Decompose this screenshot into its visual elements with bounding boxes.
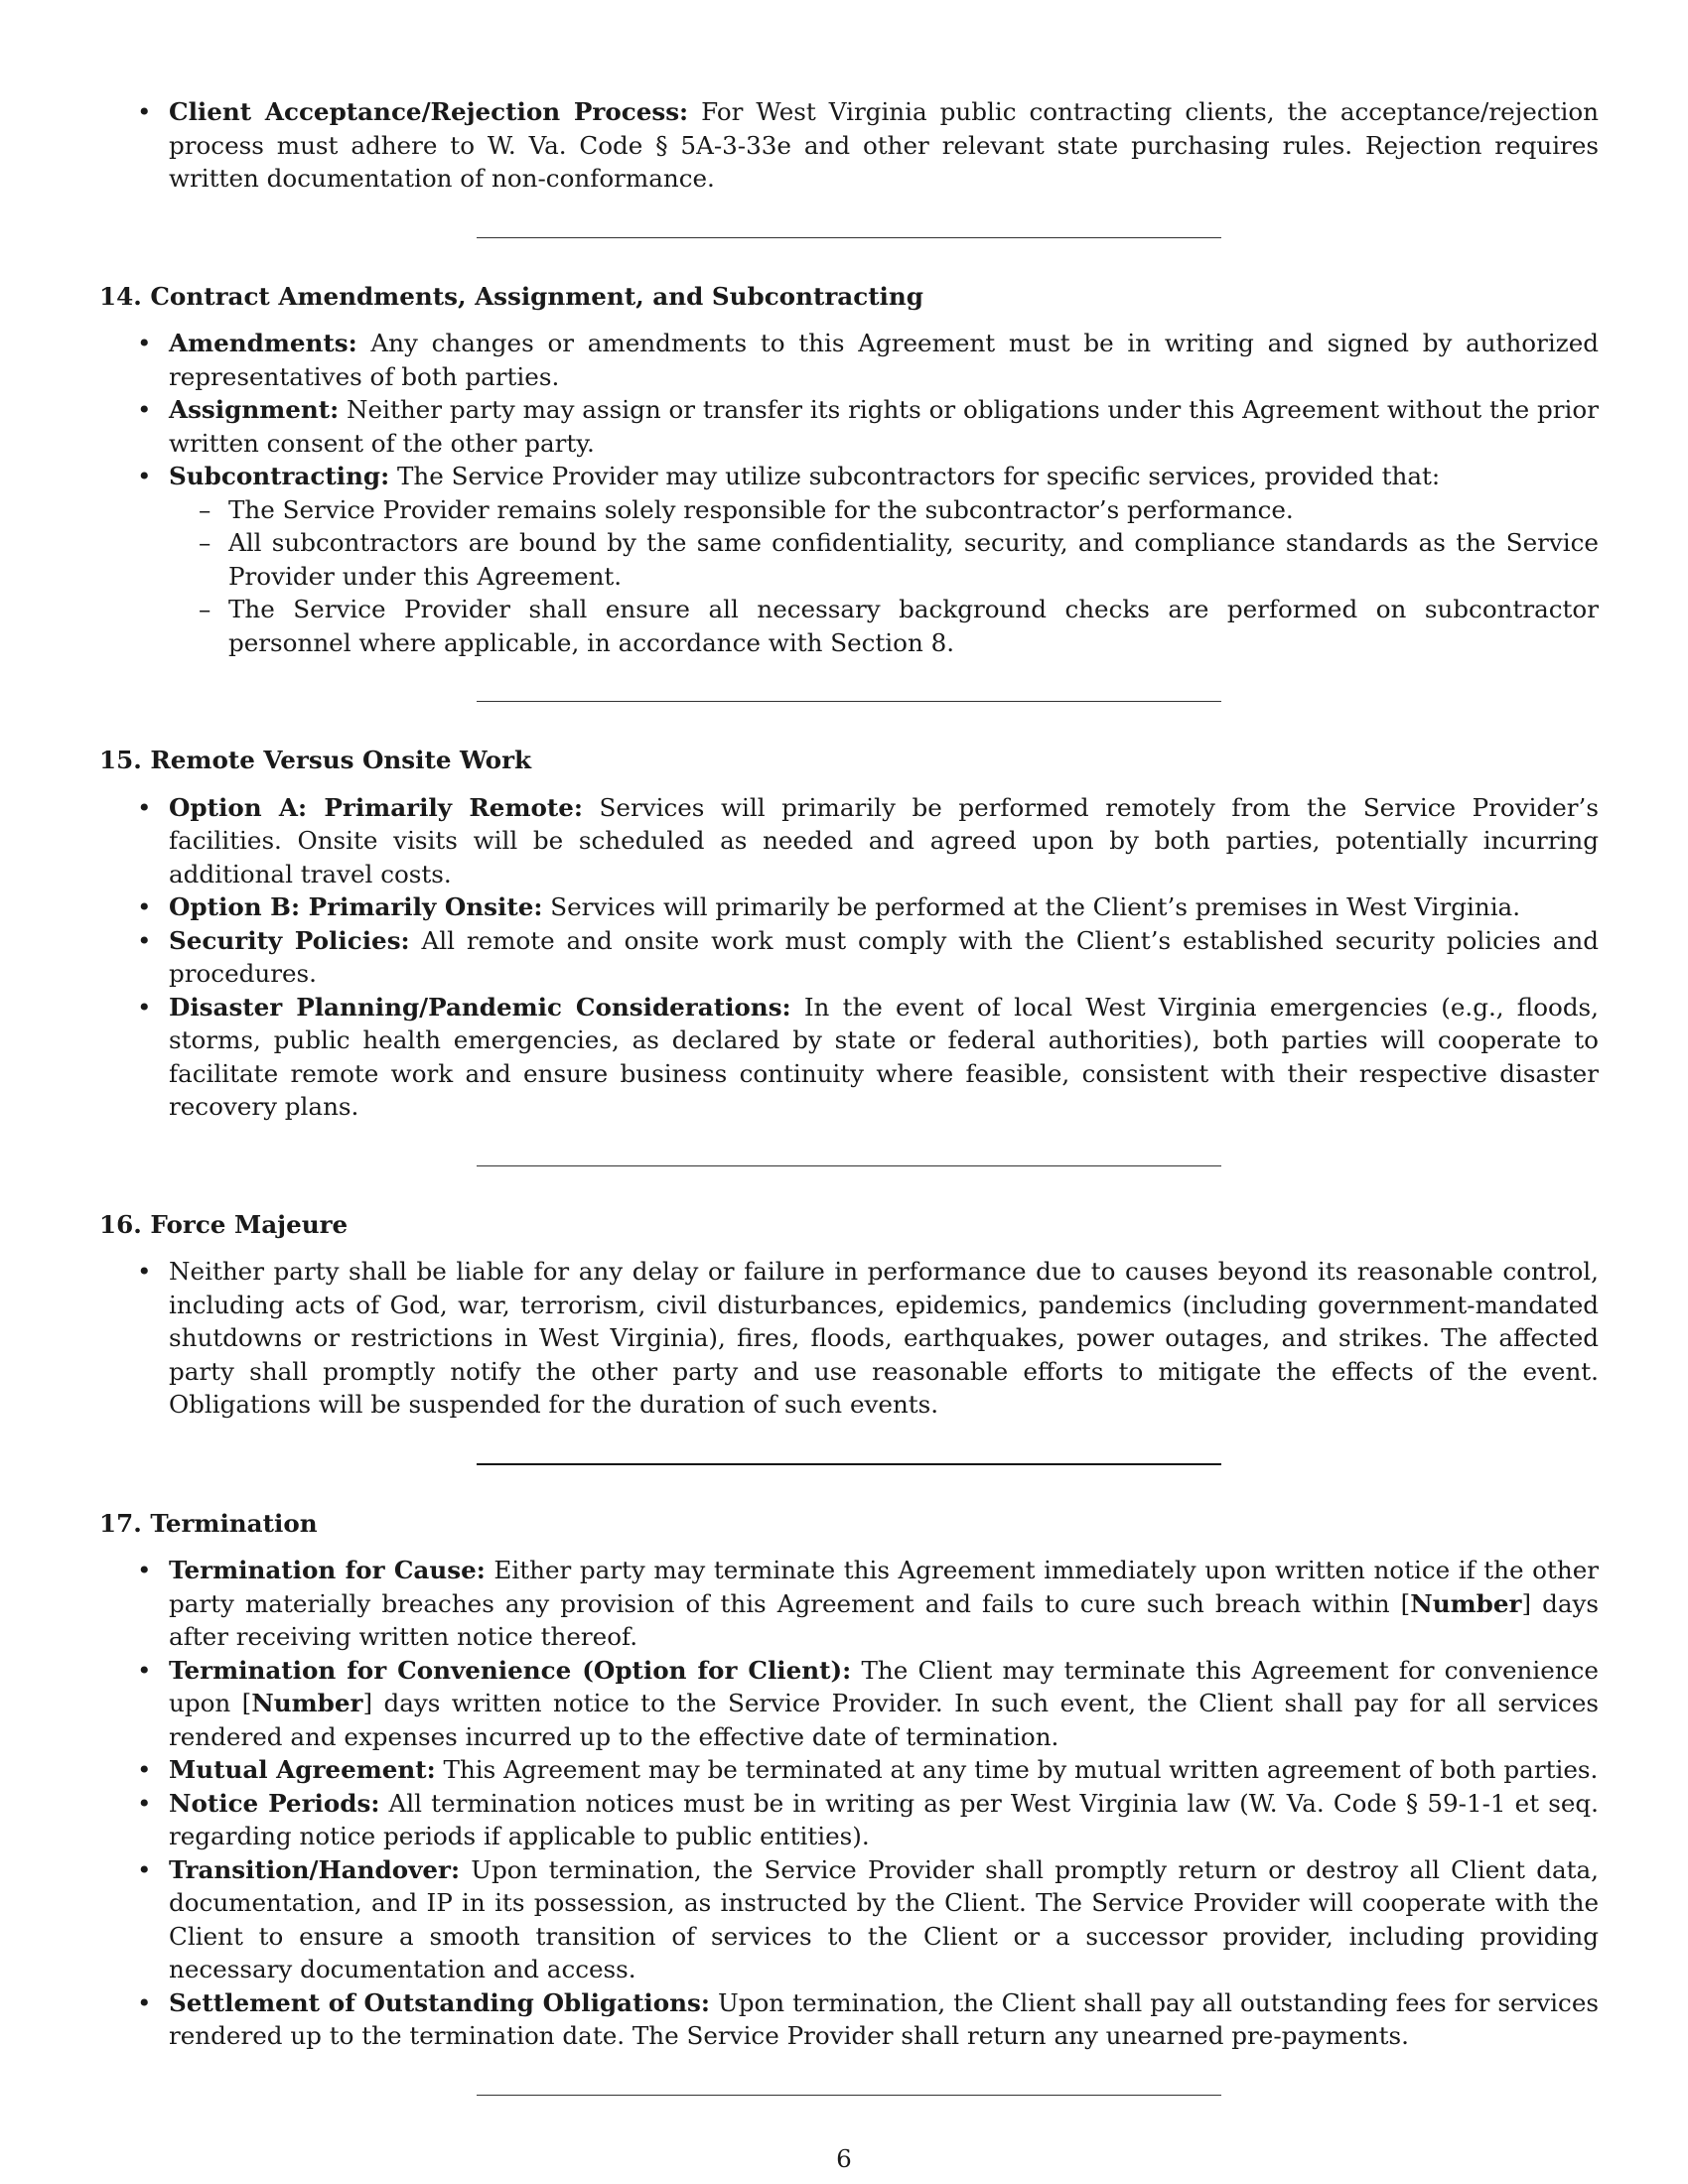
list-item: • Security Policies: All remote and onsite work must comply with the Client’s established security policies and procedures.	[99, 924, 1599, 991]
sub-list-item: – The Service Provider remains solely responsible for the subcontractor’s performance.	[169, 493, 1599, 527]
section-15-heading: 15. Remote Versus Onsite Work	[99, 746, 532, 774]
list-item: • Disaster Planning/Pandemic Considerations: In the event of local West Virginia emergencies (e.g., floods, storms, public health emergencies, as declared by state or federal authorities), both parties will cooperate to facilitate remote work and ensure business continuity where feasible, consistent with their respective disaster recovery plans.	[99, 991, 1599, 1124]
acceptance-list	[99, 95, 1599, 196]
section-14-heading: 14. Contract Amendments, Assignment, and Subcontracting	[99, 281, 923, 311]
list-item: • Termination for Cause: Either party may terminate this Agreement immediately upon written notice if the other party materially breaches any provision of this Agreement and fails to cure such breach within [Number] days after receiving written notice thereof.	[99, 1554, 1599, 1654]
section-16-heading: 16. Force Majeure	[99, 1209, 349, 1239]
list-item: • Amendments: Any changes or amendments to this Agreement must be in writing and signed by authorized representatives of both parties.	[99, 327, 1599, 393]
section-14-list	[99, 327, 1599, 659]
list-item: • Neither party shall be liable for any delay or failure in performance due to causes beyond its reasonable control, including acts of God, war, terrorism, civil disturbances, epidemics, pandemics (including government-mandated shutdowns or restrictions in West Virginia), fires, floods, earthquakes, power outages, and strikes. The affected party shall promptly notify the other party and use reasonable efforts to mitigate the effects of the event. Obligations will be suspended for the duration of such events.	[99, 1255, 1599, 1422]
list-item: • Termination for Convenience (Option for Client): The Client may terminate this Agreement for convenience upon [Number] days written notice to the Service Provider. In such event, the Client shall pay for all services rendered and expenses incurred up to the effective date of termination.	[99, 1654, 1599, 1754]
sub-list-item: – The Service Provider shall ensure all necessary background checks are performed on subcontractor personnel where applicable, in accordance with Section 8.	[169, 593, 1599, 659]
subcontracting-sublist	[169, 493, 1599, 660]
list-item: • Subcontracting: The Service Provider may utilize subcontractors for specific services, provided that: – The Service Provider remains solely responsible for the subcontractor’s performance. – All subcontractors are bound by the same confidentiality, security, and compliance standards as the Service Provider under this Agreement. – The Service Provider shall ensure all necessary background checks are performed on subcontractor personnel where applicable, in accordance with Section 8.	[99, 460, 1599, 659]
section-17-list	[99, 1554, 1599, 2053]
list-item: • Client Acceptance/Rejection Process: For West Virginia public contracting clients, the acceptance/rejection process must adhere to W. Va. Code § 5A-3-33e and other relevant state purchasing rules. Rejection requires written documentation of non-conformance.	[99, 95, 1599, 196]
section-divider	[477, 2095, 1221, 2096]
number-placeholder: Number	[1410, 1588, 1522, 1618]
sub-list-item: – All subcontractors are bound by the same confidentiality, security, and compliance standards as the Service Provider under this Agreement.	[169, 526, 1599, 593]
list-item: • Assignment: Neither party may assign or transfer its rights or obligations under this Agreement without the prior written consent of the other party.	[99, 393, 1599, 460]
section-16-list	[99, 1255, 1599, 1422]
document-body	[99, 95, 1599, 2096]
list-item: • Option B: Primarily Onsite: Services will primarily be performed at the Client’s premises in West Virginia.	[99, 890, 1599, 924]
number-placeholder: Number	[251, 1689, 363, 1717]
section-15-list	[99, 791, 1599, 1124]
list-item: • Transition/Handover: Upon termination, the Service Provider shall promptly return or destroy all Client data, documentation, and IP in its possession, as instructed by the Client. The Service Provider will cooperate with the Client to ensure a smooth transition of services to the Client or a successor provider, including providing necessary documentation and access.	[99, 1853, 1599, 1986]
section-17-heading: 17. Termination	[99, 1508, 318, 1538]
page-number: 6	[836, 2144, 852, 2173]
list-item: • Option A: Primarily Remote: Services will primarily be performed remotely from the Service Provider’s facilities. Onsite visits will be scheduled as needed and agreed upon by both parties, potentially incurring additional travel costs.	[99, 791, 1599, 891]
list-item: • Settlement of Outstanding Obligations: Upon termination, the Client shall pay all outstanding fees for services rendered up to the termination date. The Service Provider shall return any unearned pre-payments.	[99, 1986, 1599, 2053]
list-item: • Mutual Agreement: This Agreement may be terminated at any time by mutual written agreement of both parties.	[99, 1753, 1599, 1787]
list-item: • Notice Periods: All termination notices must be in writing as per West Virginia law (W. Va. Code § 59-1-1 et seq. regarding notice periods if applicable to public entities).	[99, 1787, 1599, 1853]
